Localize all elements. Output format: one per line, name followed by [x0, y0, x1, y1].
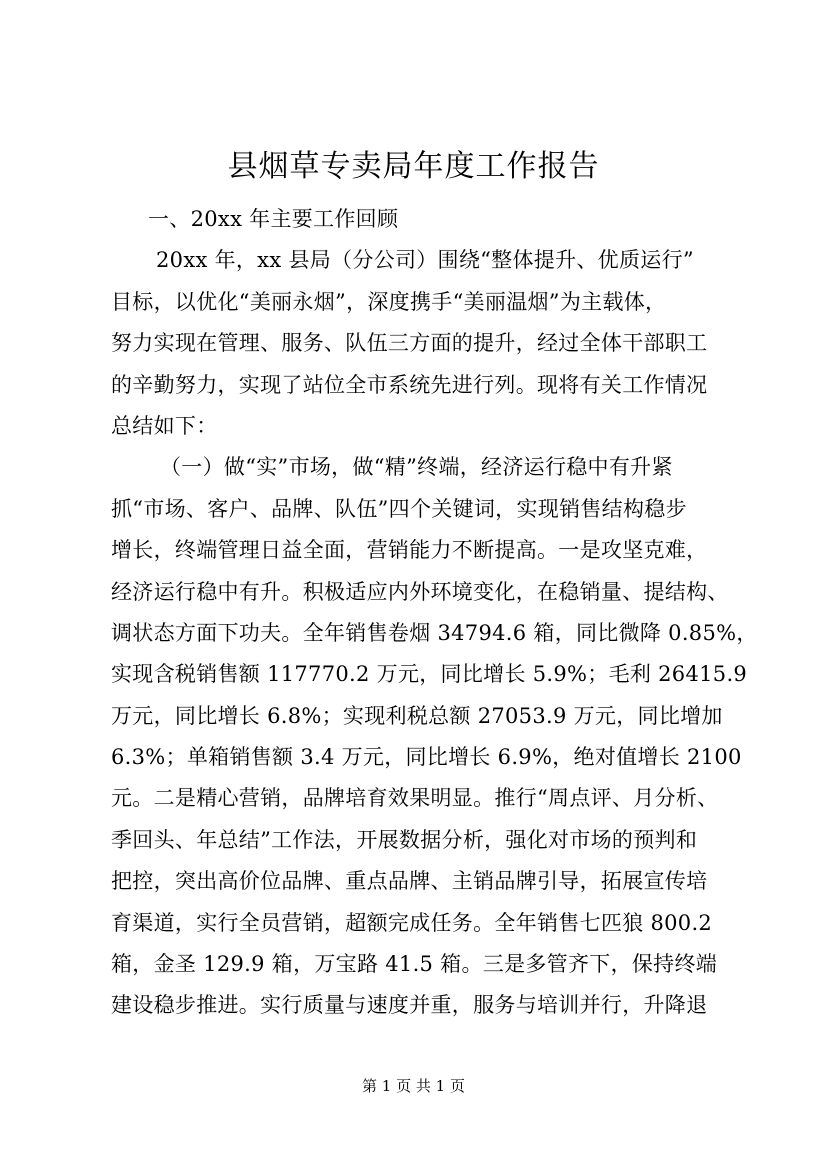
paragraph-line: 元。二是精心营销，品牌培育效果明显。推行“周点评、月分析、 — [111, 786, 719, 811]
document-title: 县烟草专卖局年度工作报告 — [227, 149, 600, 184]
paragraph-line: 箱，金圣 129.9 箱，万宝路 41.5 箱。三是多管齐下，保持终端 — [111, 952, 718, 977]
paragraph-line: 万元，同比增长 6.8%；实现利税总额 27053.9 万元，同比增加 — [111, 703, 723, 728]
page-footer: 第 1 页 共 1 页 — [362, 1077, 465, 1095]
paragraph-line: 努力实现在管理、服务、队伍三方面的提升，经过全体干部职工 — [111, 331, 708, 356]
paragraph-line: 总结如下： — [111, 413, 218, 438]
paragraph-line: 抓“市场、客户、品牌、队伍”四个关键词，实现销售结构稳步 — [111, 496, 687, 521]
paragraph-line: 20xx 年，xx 县局（分公司）围绕“整体提升、优质运行” — [156, 248, 694, 273]
paragraph-line: 增长，终端管理日益全面，营销能力不断提高。一是攻坚克难， — [111, 538, 708, 563]
paragraph-line: 目标，以优化“美丽永烟”，深度携手“美丽温烟”为主载体， — [111, 289, 667, 314]
paragraph-line: 6.3%；单箱销售额 3.4 万元，同比增长 6.9%，绝对值增长 2100 — [111, 745, 742, 770]
paragraph-line: 季回头、年总结”工作法，开展数据分析，强化对市场的预判和 — [111, 827, 698, 852]
document-body — [111, 199, 758, 1027]
paragraph-line: 调状态方面下功夫。全年销售卷烟 34794.6 箱，同比微降 0.85%， — [111, 620, 758, 645]
section-heading: 一、20xx 年主要工作回顾 — [148, 207, 399, 231]
paragraph-line: 建设稳步推进。实行质量与速度并重，服务与培训并行，升降退 — [111, 993, 708, 1018]
paragraph-line: 把控，突出高价位品牌、重点品牌、主销品牌引导，拓展宣传培 — [111, 869, 708, 894]
subsection-line: （一）做“实”市场，做“精”终端，经济运行稳中有升紧 — [160, 455, 673, 480]
paragraph-line: 的辛勤努力，实现了站位全市系统先进行列。现将有关工作情况 — [111, 372, 708, 397]
paragraph-line: 经济运行稳中有升。积极适应内外环境变化，在稳销量、提结构、 — [111, 579, 729, 604]
paragraph-line: 育渠道，实行全员营销，超额完成任务。全年销售七匹狼 800.2 — [111, 910, 713, 935]
paragraph-line: 实现含税销售额 117770.2 万元，同比增长 5.9%；毛利 26415.9 — [111, 662, 748, 687]
